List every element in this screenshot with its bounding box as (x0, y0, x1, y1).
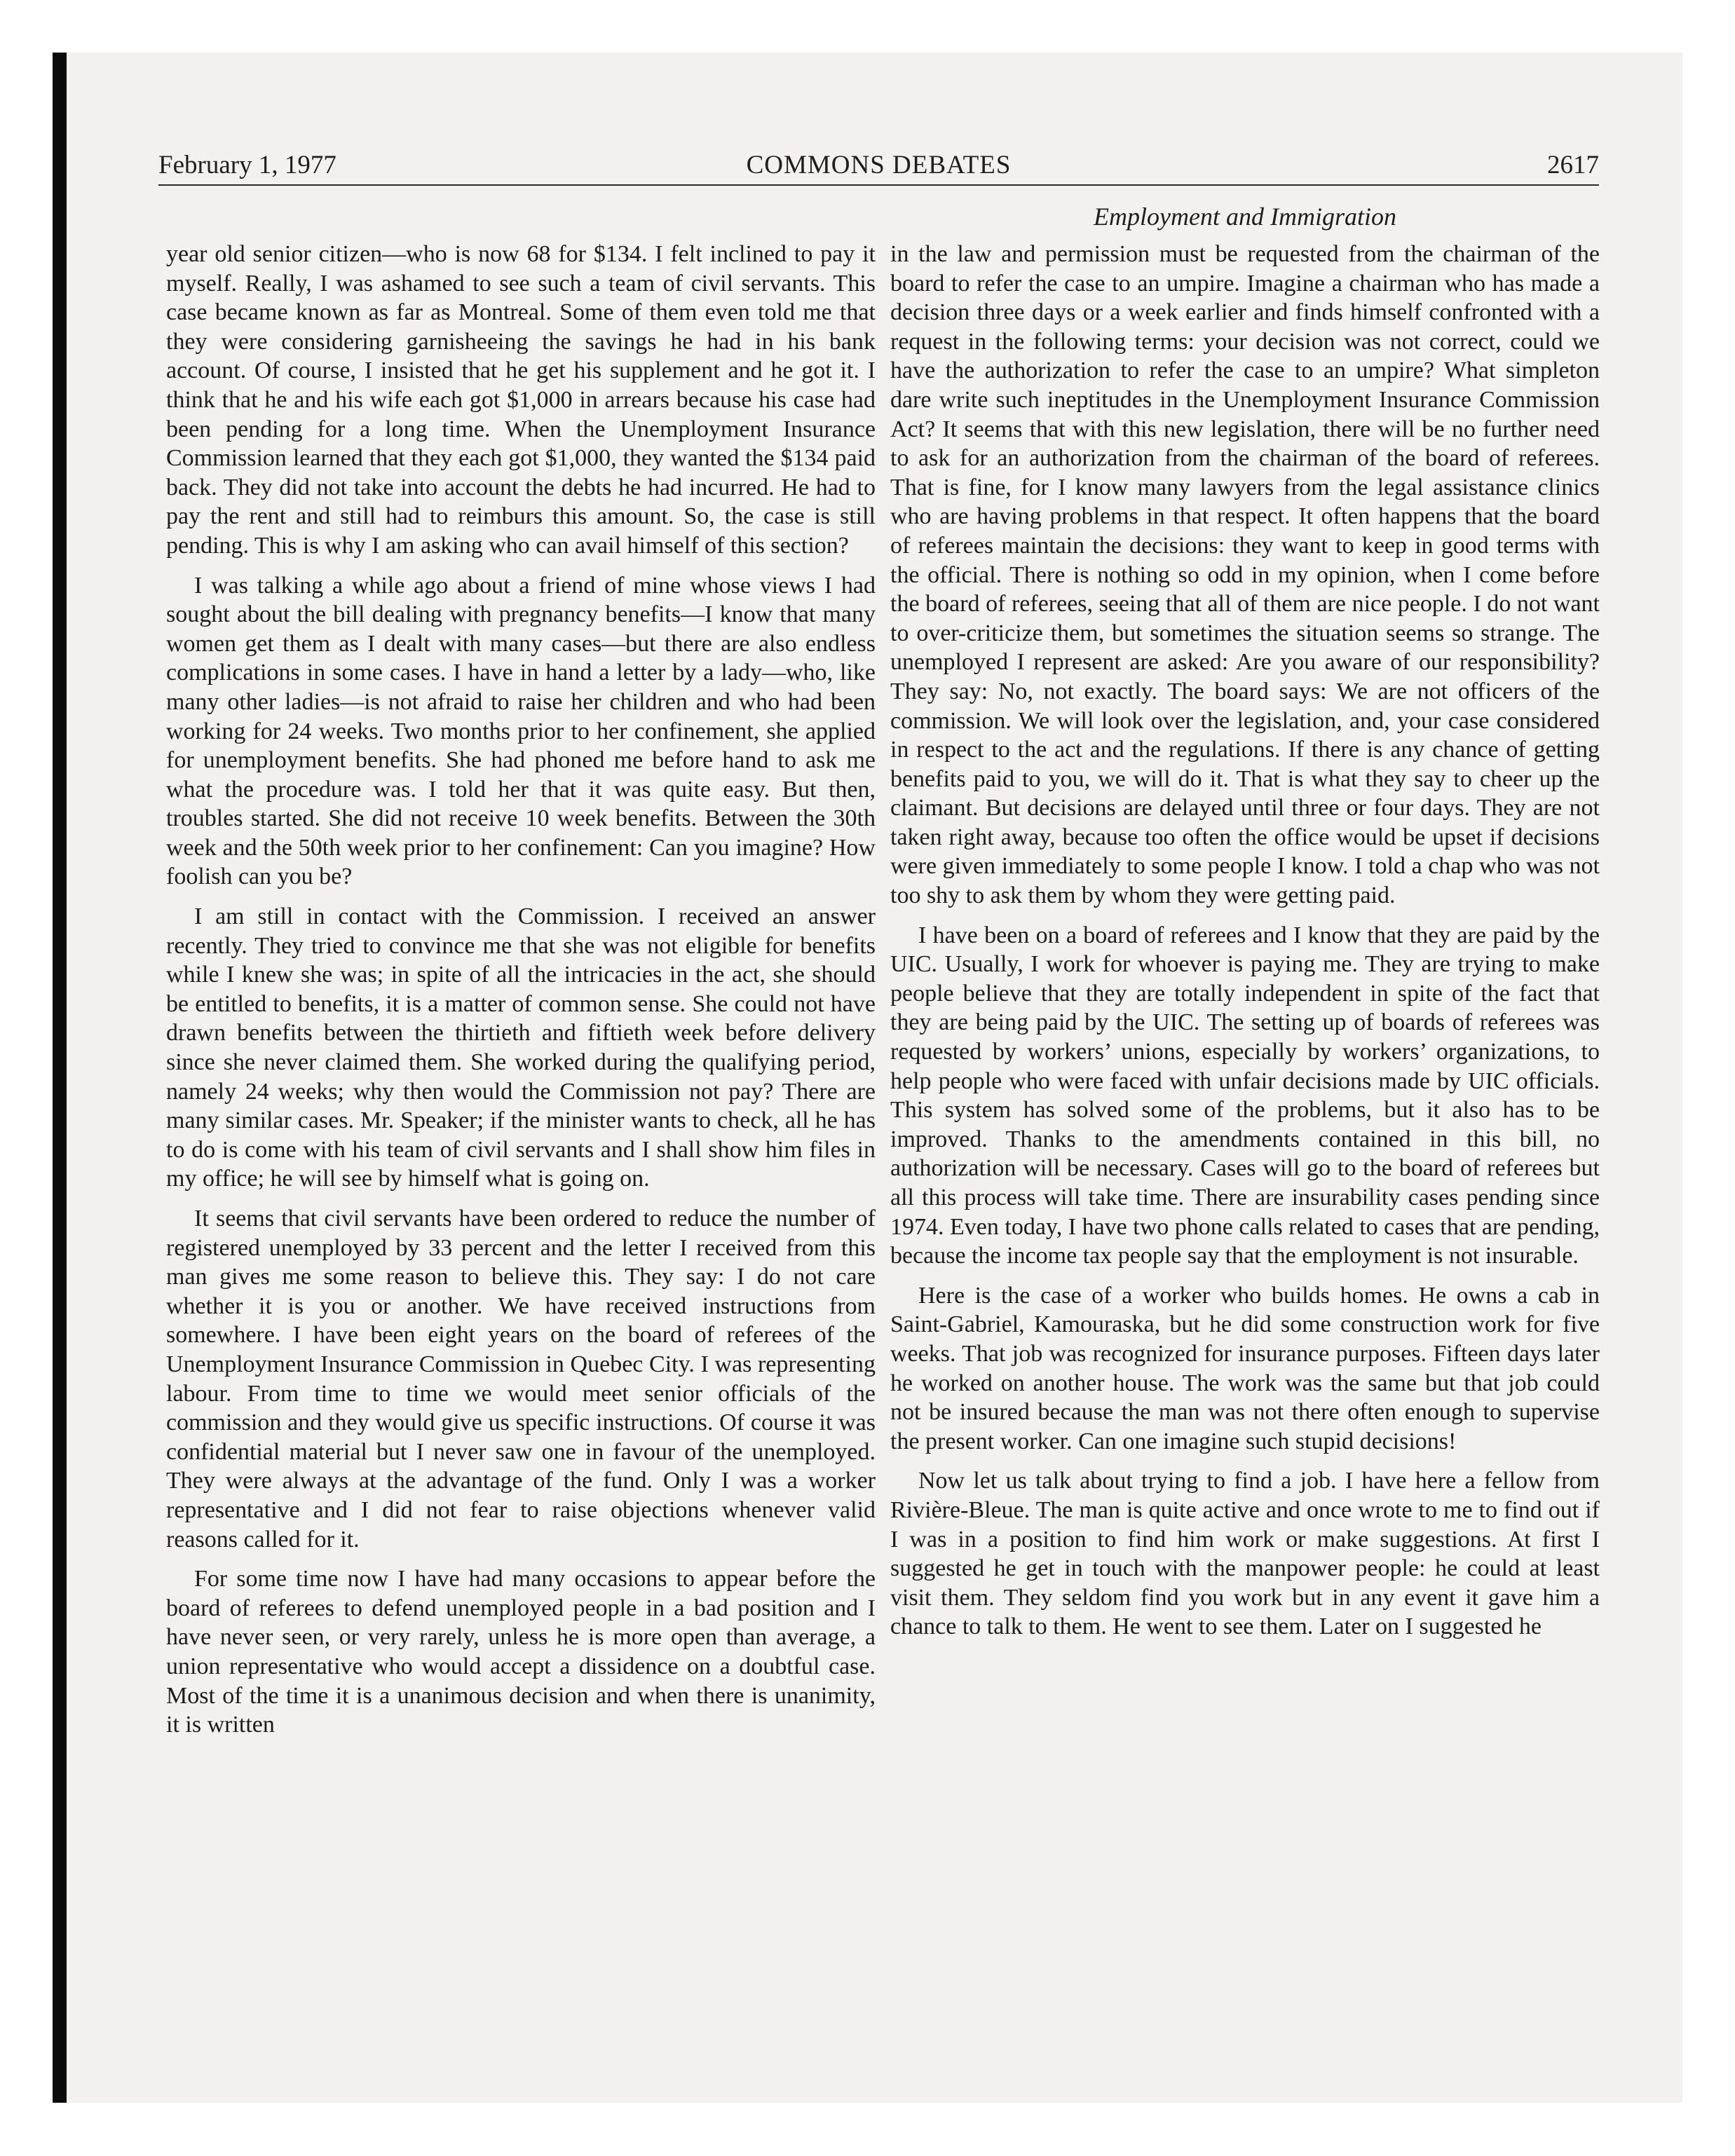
paragraph: Now let us talk about trying to find a job. I have here a fellow from Rivière-Bleue. The man is quite active and once wrote to me to find out if I was in a position to find him work or make suggestions. At first I suggested he get in touch with the manpower people: he could at least visit them. They seldom find you work but in any event it gave him a chance to talk to them. He went to see them. Later on I suggested he (890, 1468, 1600, 1640)
paragraph: I was talking a while ago about a friend of mine whose views I had sought about the bill dealing with pregnancy benefits—I know that many women get them as I dealt with many cases—but there are also endless complications in some cases. I have in hand a letter by a lady—who, like many other ladies—is not afraid to raise her children and who had been working for 24 weeks. Two months prior to her confinement, she applied for unemployment benefits. She had phoned me before hand to ask me what the procedure was. I told her that it was quite easy. But then, troubles started. She did not receive 10 week benefits. Between the 30th week and the 50th week prior to her confinement: Can you imagine? How foolish can you be? (166, 572, 876, 890)
paragraph: year old senior citizen—who is now 68 for $134. I felt inclined to pay it myself. Really, I was ashamed to see such a team of civil servants. This case became known as far as Montreal. Some of them even told me that they were considering garnisheeing the savings he had in his bank account. Of course, I insisted that he get his supplement and he got it. I think that he and his wife each got $1,000 in arrears because his case had been pending for a long time. When the Unemployment Insurance Commission learned that they each got $1,000, they wanted the $134 paid back. They did not take into account the debts he had incurred. He had to pay the rent and still had to reimburs this amount. So, the case is still pending. This is why I am asking who can avail himself of this section? (166, 241, 876, 559)
page-header (158, 150, 1599, 186)
paragraph: in the law and permission must be requested from the chairman of the board to refer the case to an umpire. Imagine a chairman who has made a decision three days or a week earlier and finds himself confronted with a request in the following terms: your decision was not correct, could we have the authorization to refer the case to an umpire? What simpleton dare write such ineptitudes in the Unemployment Insurance Commission Act? It seems that with this new legislation, there will be no further need to ask for an authorization from the chairman of the board of referees. That is fine, for I know many lawyers from the legal assistance clinics who are having problems in that respect. It often happens that the board of referees maintain the decisions: they want to keep in good terms with the official. There is nothing so odd in my opinion, when I come before the board of referees, seeing that all of them are nice people. I do not want to over-criticize them, but sometimes the situation seems so strange. The unemployed I represent are asked: Are you aware of our responsibility? They say: No, not exactly. The board says: We are not officers of the commission. We will look over the legislation, and, your case considered in respect to the act and the regulations. If there is any chance of getting benefits paid to you, we will do it. That is what they say to cheer up the claimant. But decisions are delayed until three or four days. They are not taken right away, because too often the office would be upset if decisions were given immediately to some people I know. I told a chap who was not too shy to ask them by whom they were getting paid. (890, 241, 1600, 909)
paragraph: Here is the case of a worker who builds homes. He owns a cab in Saint-Gabriel, Kamouraska, but he did some construction work for five weeks. That job was recognized for insurance purposes. Fifteen days later he worked on another house. The work was the same but that job could not be insured because the man was not there often enough to supervise the present worker. Can one imagine such stupid decisions! (890, 1282, 1600, 1454)
header-title: COMMONS DEBATES (746, 151, 1012, 179)
paragraph: It seems that civil servants have been ordered to reduce the number of registered unemployed by 33 percent and the letter I received from this man gives me some reason to believe this. They say: I do not care whether it is you or another. We have received instructions from somewhere. I have been eight years on the board of referees of the Unemployment Insurance Commission in Quebec City. I was representing labour. From time to time we would meet senior officials of the commission and they would give us specific instructions. Of course it was confidential material but I never saw one in favour of the unemployed. They were always at the advantage of the fund. Only I was a worker representative and I did not fear to raise objections whenever valid reasons called for it. (166, 1206, 876, 1553)
paragraph: For some time now I have had many occasions to appear before the board of referees to defend unemployed people in a bad position and I have never seen, or very rarely, unless he is more open than average, a union representative who would accept a dissidence on a doubtful case. Most of the time it is a unanimous decision and when there is unanimity, it is written (166, 1566, 876, 1738)
header-date: February 1, 1977 (158, 151, 336, 179)
section-title: Employment and Immigration (1094, 203, 1396, 231)
right-column (890, 240, 1600, 1652)
header-rule (158, 184, 1599, 186)
paragraph: I have been on a board of referees and I know that they are paid by the UIC. Usually, I work for whoever is paying me. They are trying to make people believe that they are totally independent in spite of the fact that they are being paid by the UIC. The setting up of boards of referees was requested by workers’ unions, especially by workers’ organizations, to help people who were faced with unfair decisions made by UIC officials. This system has solved some of the problems, but it also has to be improved. Thanks to the amendments contained in this bill, no authorization will be necessary. Cases will go to the board of referees but all this process will take time. There are insurability cases pending since 1974. Even today, I have two phone calls related to cases that are pending, because the income tax people say that the employment is not insurable. (890, 922, 1600, 1269)
scan-edge-shadow (53, 53, 67, 2103)
header-page-number: 2617 (1547, 151, 1599, 179)
left-column (166, 240, 876, 1750)
paragraph: I am still in contact with the Commission. I received an answer recently. They tried to convince me that she was not eligible for benefits while I knew she was; in spite of all the intricacies in the act, she should be entitled to benefits, it is a matter of common sense. She could not have drawn benefits between the thirtieth and fiftieth week before delivery since she never claimed them. She worked during the qualifying period, namely 24 weeks; why then would the Commission not pay? There are many similar cases. Mr. Speaker; if the minister wants to check, all he has to do is come with his team of civil servants and I shall show him files in my office; he will see by himself what is going on. (166, 903, 876, 1192)
